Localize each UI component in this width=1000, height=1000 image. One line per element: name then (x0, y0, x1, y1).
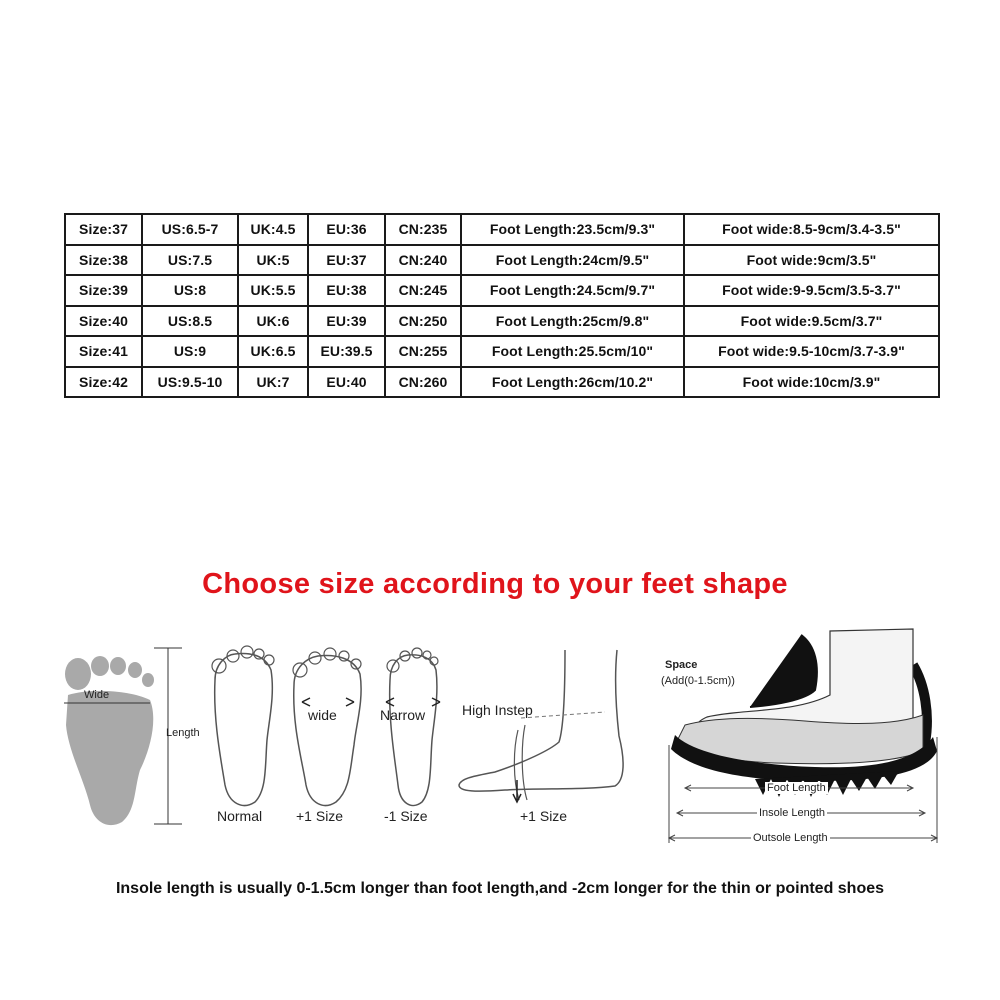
table-cell: US:8.5 (142, 306, 238, 337)
table-cell: UK:5.5 (238, 275, 308, 306)
table-cell: CN:255 (385, 336, 461, 367)
table-cell: Foot wide:9cm/3.5" (684, 245, 939, 276)
table-cell: Size:39 (65, 275, 142, 306)
table-cell: EU:37 (308, 245, 385, 276)
foot-high-instep-figure (455, 640, 630, 824)
shoe-cross-section-icon (655, 625, 945, 855)
insole-length-label: Insole Length (759, 807, 826, 819)
foot-wide-figure (288, 640, 368, 824)
table-cell: Size:38 (65, 245, 142, 276)
table-cell: Foot Length:23.5cm/9.3" (461, 214, 684, 245)
table-row (65, 275, 939, 306)
normal-label: Normal (217, 808, 263, 824)
space-note: (Add(0-1.5cm)) (661, 675, 735, 687)
table-cell: US:9.5-10 (142, 367, 238, 398)
table-cell: US:9 (142, 336, 238, 367)
table-cell: CN:235 (385, 214, 461, 245)
table-cell: US:8 (142, 275, 238, 306)
table-cell: CN:245 (385, 275, 461, 306)
high-instep-annotation: High Instep (462, 702, 533, 718)
table-cell: CN:260 (385, 367, 461, 398)
table-cell: EU:39.5 (308, 336, 385, 367)
table-cell: Foot Length:25.5cm/10" (461, 336, 684, 367)
foot-normal-figure (205, 640, 285, 824)
table-cell: Size:37 (65, 214, 142, 245)
high-instep-size-label: +1 Size (520, 808, 568, 824)
table-row (65, 336, 939, 367)
wide-label: Wide (84, 689, 110, 701)
table-cell: EU:38 (308, 275, 385, 306)
table-cell: CN:250 (385, 306, 461, 337)
table-cell: EU:40 (308, 367, 385, 398)
table-row (65, 367, 939, 398)
table-cell: Foot Length:24cm/9.5" (461, 245, 684, 276)
table-cell: Foot wide:9-9.5cm/3.5-3.7" (684, 275, 939, 306)
table-cell: UK:4.5 (238, 214, 308, 245)
table-cell: US:7.5 (142, 245, 238, 276)
table-row (65, 214, 939, 245)
table-cell: Foot Length:26cm/10.2" (461, 367, 684, 398)
insole-note: Insole length is usually 0-1.5cm longer than foot length,and -2cm longer for the thin or pointed shoes (115, 880, 885, 897)
space-label: Space (665, 659, 698, 671)
table-cell: Foot wide:9.5-10cm/3.7-3.9" (684, 336, 939, 367)
length-label: Length (166, 727, 200, 739)
foot-length-label: Foot Length (767, 782, 826, 794)
table-cell: CN:240 (385, 245, 461, 276)
foot-outline-icon (288, 640, 368, 810)
table-cell: Size:40 (65, 306, 142, 337)
wide-annotation: wide (308, 707, 337, 723)
table-cell: Foot Length:25cm/9.8" (461, 306, 684, 337)
size-chart-table (64, 213, 940, 398)
foot-outline-icon (205, 640, 285, 810)
headline: Choose size according to your feet shape (202, 568, 788, 600)
table-cell: Size:42 (65, 367, 142, 398)
side-foot-icon (455, 640, 630, 810)
table-cell: Foot wide:8.5-9cm/3.4-3.5" (684, 214, 939, 245)
minus-one-size-label: -1 Size (384, 808, 428, 824)
table-cell: Foot Length:24.5cm/9.7" (461, 275, 684, 306)
measure-foot-figure (50, 640, 210, 830)
table-row (65, 306, 939, 337)
table-cell: EU:39 (308, 306, 385, 337)
shoe-diagram-figure (655, 625, 945, 855)
table-cell: EU:36 (308, 214, 385, 245)
table-cell: UK:6.5 (238, 336, 308, 367)
narrow-annotation: Narrow (380, 707, 426, 723)
outsole-length-label: Outsole Length (753, 832, 828, 844)
table-cell: US:6.5-7 (142, 214, 238, 245)
foot-outline-icon (378, 640, 448, 810)
table-cell: UK:7 (238, 367, 308, 398)
table-cell: Foot wide:10cm/3.9" (684, 367, 939, 398)
table-cell: Size:41 (65, 336, 142, 367)
table-cell: UK:5 (238, 245, 308, 276)
plus-one-size-label: +1 Size (296, 808, 344, 824)
table-row (65, 245, 939, 276)
table-cell: UK:6 (238, 306, 308, 337)
foot-narrow-figure (378, 640, 448, 824)
table-cell: Foot wide:9.5cm/3.7" (684, 306, 939, 337)
